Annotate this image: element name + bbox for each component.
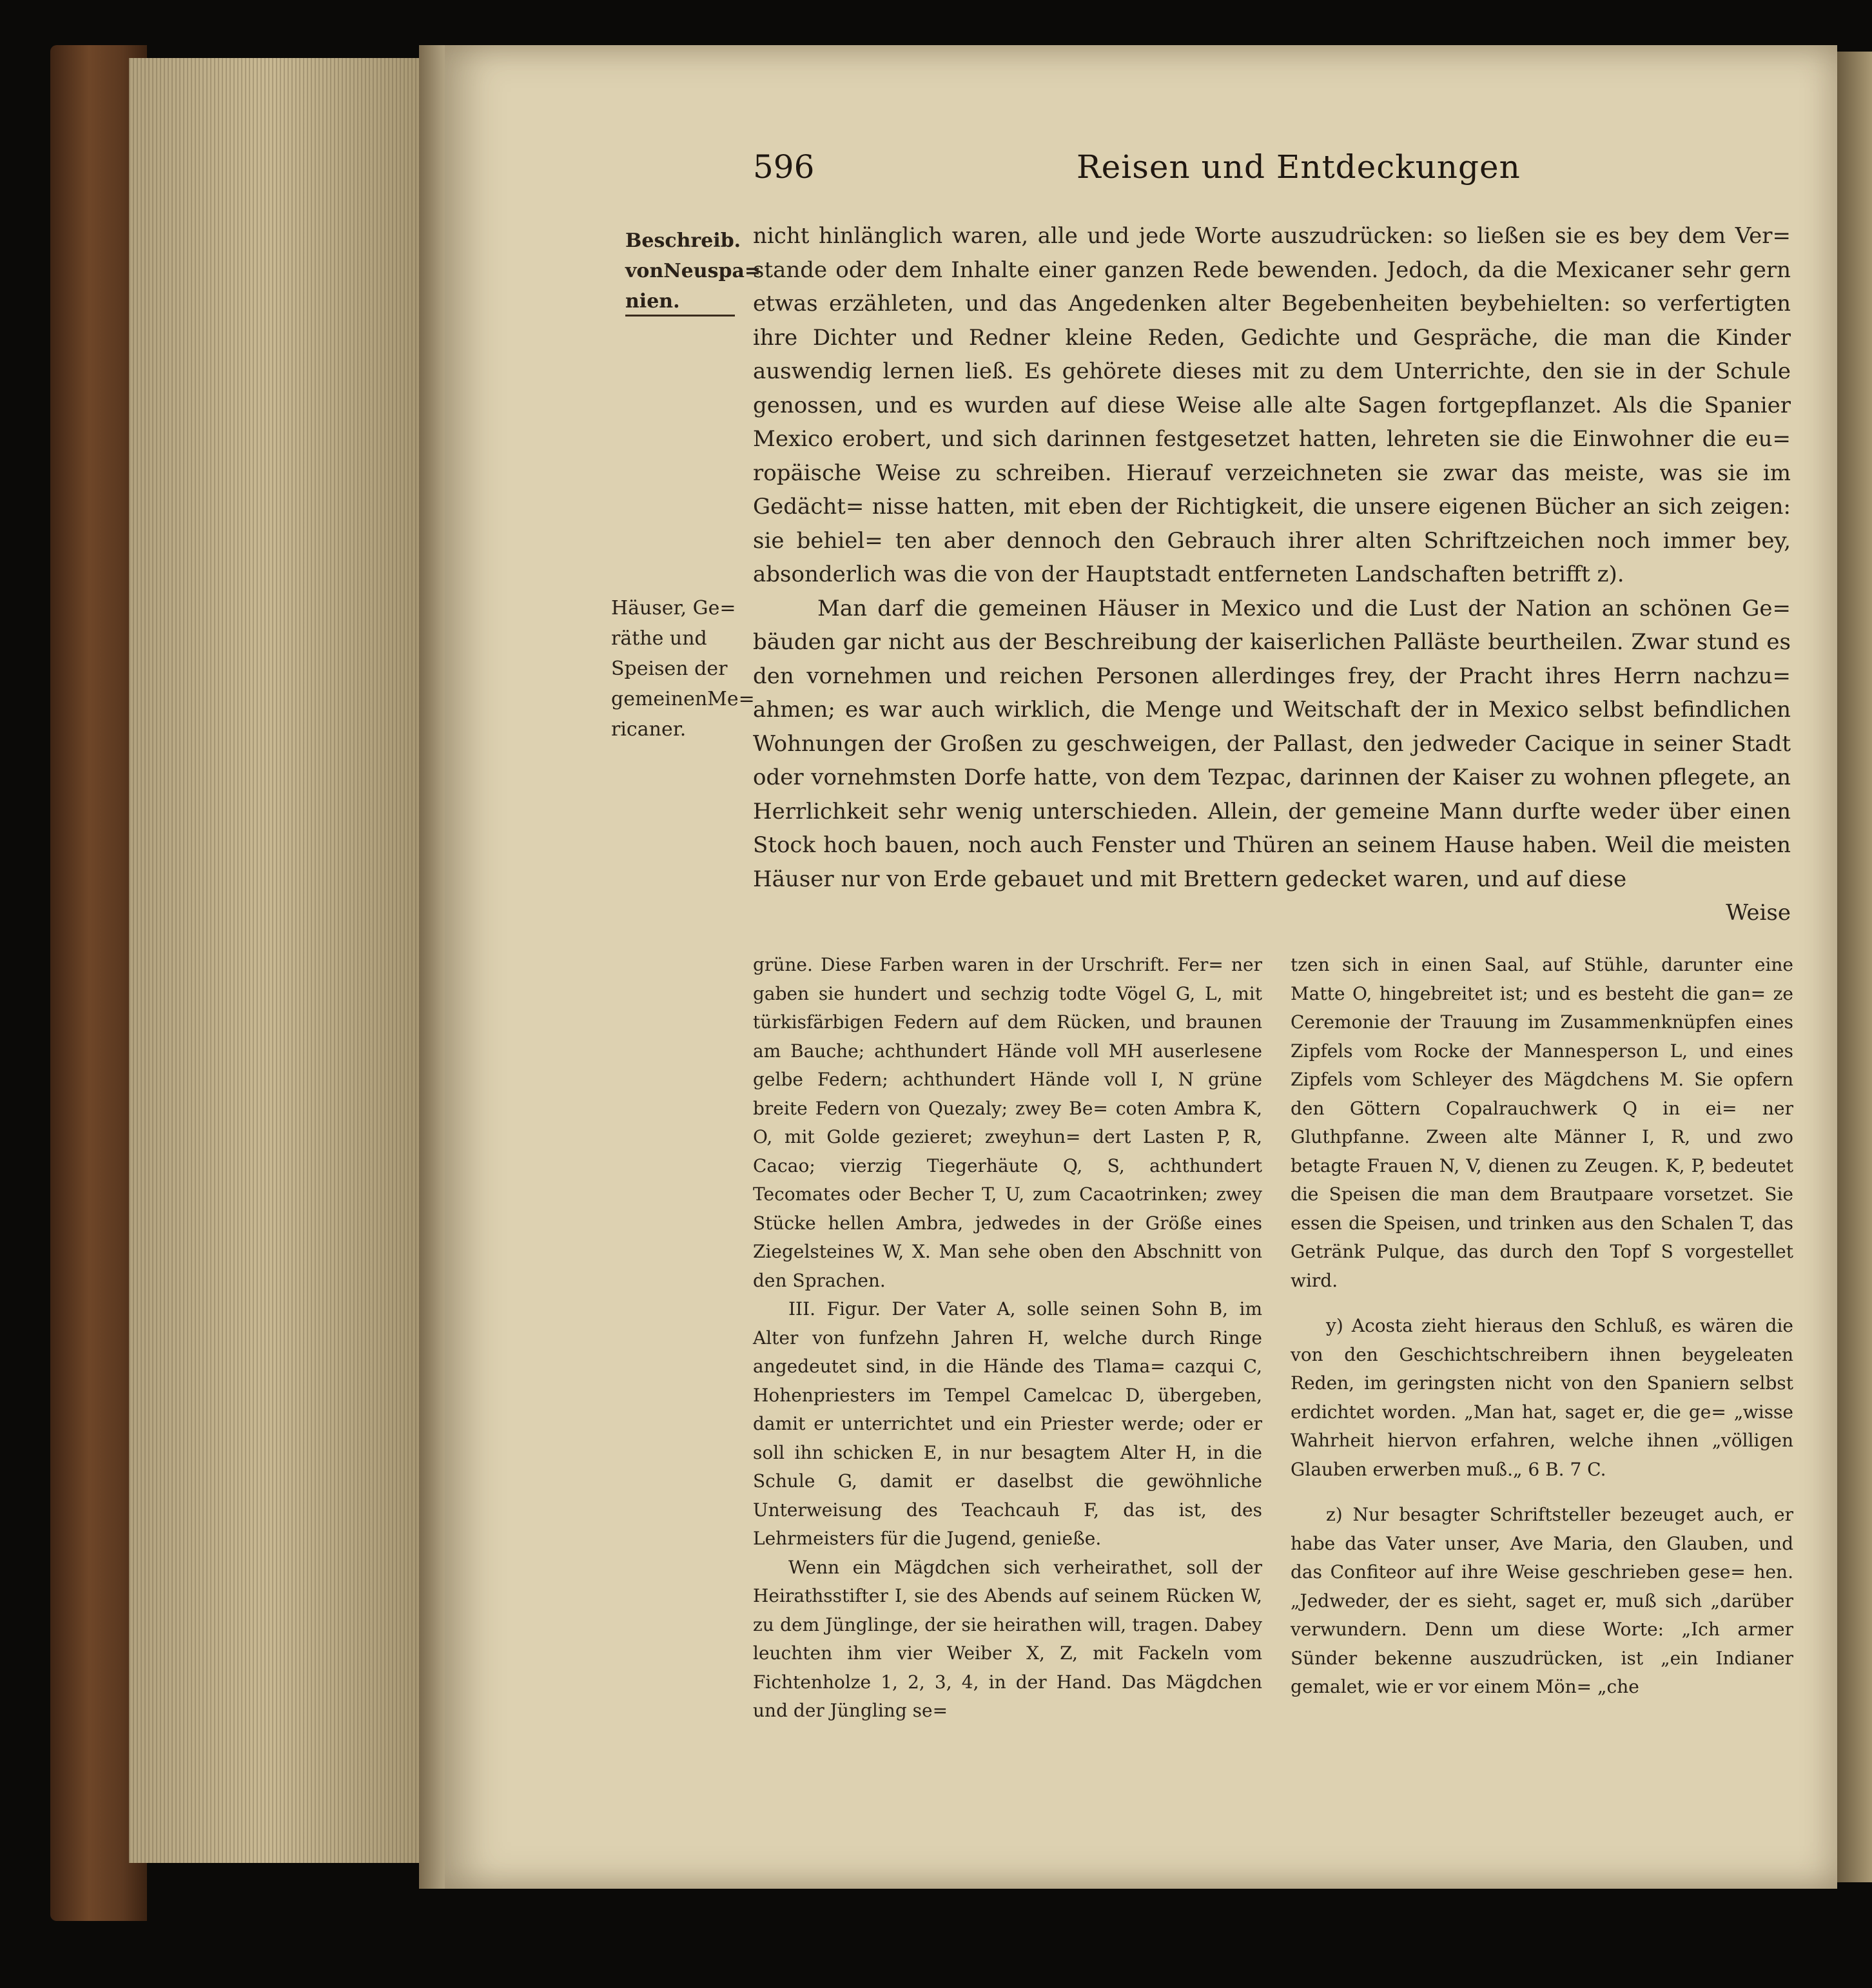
brace-divider: [625, 315, 735, 331]
page-edges: [129, 58, 438, 1863]
margin-note-line: nien.: [625, 290, 680, 313]
page-number: 596: [753, 148, 815, 186]
running-title: Reisen und Entdeckungen: [1077, 148, 1521, 186]
note-paragraph: tzen sich in einen Saal, auf Stühle, darunter eine Matte O, hingebreitet ist; und es besteht die gan= ze Ceremonie der Trauung im Zusammenknüpfen eines Zipfels vom Rocke der Mannesperson L, und eines Zipfels vom Schleyer des Mägdchens M. Sie opfern den Göttern Copalrauchwerk Q in ei= ner Gluthpfanne. Zween alte Männer I, R, und zwo betagte Frauen N, V, dienen zu Zeugen. K, P, bedeutet die Speisen die man dem Brautpaare vorsetzet. Sie essen die Speisen, und trinken aus den Schalen T, das Getränk Pulque, das durch den Topf S vorgestellet wird.: [1291, 954, 1793, 1291]
margin-note-houses: [611, 593, 755, 745]
next-page-edge: [1837, 52, 1872, 1882]
margin-note-line: räthe und: [611, 627, 707, 650]
main-paragraph: nicht hinlänglich waren, alle und jede Worte auszudrücken: so ließen sie es bey dem Ver= stande oder dem Inhalte einer ganzen Rede bewenden. Jedoch, da die Mexicaner sehr gern etwas erzähleten, und das Angedenken alter Begebenheiten beybehielten: so verfertigten ihre Dichter und Redner kleine Reden, Gedichte und Gespräche, die man die Kinder auswendig lernen ließ. Es gehörete dieses mit zu dem Unterrichte, den sie in der Schule genossen, und es wurden auf diese Weise alle alte Sagen fortgepflanzet. Als die Spanier Mexico erobert, und sich darinnen festgesetzet hatten, lehreten sie die Einwohner die eu= ropäische Weise zu schreiben. Hierauf verzeichneten sie zwar das meiste, was sie im Gedächt= nisse hatten, mit eben der Richtigkeit, die unsere eigenen Bücher an sich zeigen: sie behiel= ten aber dennoch den Gebrauch ihrer alten Schriftzeichen noch immer bey, absonderlich was die von der Hauptstadt entferneten Landschaften betrifft z).: [753, 223, 1791, 587]
margin-note-line: Speisen der: [611, 658, 728, 680]
note-paragraph: grüne. Diese Farben waren in der Urschrift. Fer= ner gaben sie hundert und sechzig todte Vögel G, L, mit türkisfärbigen Federn auf dem Rücken, und braunen am Bauche; achthundert Hände voll MH auserlesene gelbe Federn; achthundert Hände voll I, N grüne breite Federn von Quezaly; zwey Be= coten Ambra K, O, mit Golde gezieret; zweyhun= dert Lasten P, R, Cacao; vierzig Tiegerhäute Q, S, achthundert Tecomates oder Becher T, U, zum Cacaotrinken; zwey Stücke hellen Ambra, jedwedes in der Größe eines Ziegelsteines W, X. Man sehe oben den Abschnitt von den Sprachen.: [753, 954, 1262, 1291]
footnote-y: y) Acosta zieht hieraus den Schluß, es wären die von den Geschichtschreibern ihnen beygeleaten Reden, im geringsten nicht von den Spaniern selbst erdichtet worden. „Man hat, saget er, die ge= „wisse Wahrheit hiervon erfahren, welche ihnen „völligen Glauben erwerben muß.„ 6 B. 7 C.: [1291, 1315, 1793, 1480]
margin-note-description: [625, 226, 761, 317]
catchword: Weise: [1726, 900, 1791, 926]
margin-note-line: ricaner.: [611, 718, 687, 741]
margin-note-line: Beschreib.: [625, 229, 741, 252]
main-text: [753, 219, 1791, 930]
note-paragraph: III. Figur. Der Vater A, solle seinen Sohn B, im Alter von funfzehn Jahren H, welche durch Ringe angedeutet sind, in die Hände des Tlama= cazqui C, Hohenpriesters im Tempel Camelcac D, übergeben, damit er unterrichtet und ein Priester werde; oder er soll ihn schicken E, in nur besagtem Alter H, in die Schule G, damit er daselbst die gewöhnliche Unterweisung des Teachcauh F, das ist, des Lehrmeisters für die Jugend, genieße.: [753, 1298, 1262, 1549]
margin-note-line: vonNeuspa=: [625, 260, 761, 282]
margin-note-line: gemeinenMe=: [611, 688, 755, 710]
main-paragraph: Man darf die gemeinen Häuser in Mexico und die Lust der Nation an schönen Ge= bäuden gar nicht aus der Beschreibung der kaiserlichen Palläste beurtheilen. Zwar stund es den vornehmen und reichen Personen allerdinges frey, der Pracht ihres Herrn nachzu= ahmen; es war auch wirklich, die Menge und Weitschaft der in Mexico selbst befindlichen Wohnungen der Großen zu geschweigen, der Pallast, den jedweder Cacique in seiner Stadt oder vornehmsten Dorfe hatte, von dem Tezpac, darinnen der Kaiser zu wohnen pflegete, an Herrlichkeit sehr wenig unterschieden. Allein, der gemeine Mann durfte weder über einen Stock hoch bauen, noch auch Fenster und Thüren an seinem Hause haben. Weil die meisten Häuser nur von Erde gebauet und mit Brettern gedecket waren, und auf diese: [753, 595, 1791, 892]
margin-note-line: Häuser, Ge=: [611, 597, 736, 619]
note-paragraph: Wenn ein Mägdchen sich verheirathet, soll der Heirathsstifter I, sie des Abends auf seinem Rücken W, zu dem Jünglinge, der sie heirathen will, tragen. Dabey leuchten ihm vier Weiber X, Z, mit Fackeln vom Fichtenholze 1, 2, 3, 4, in der Hand. Das Mägdchen und der Jüngling se=: [753, 1556, 1262, 1721]
notes-left-column: [753, 951, 1262, 1726]
footnote-z: z) Nur besagter Schriftsteller bezeuget auch, er habe das Vater unser, Ave Maria, den Glauben, und das Confiteor auf ihre Weise geschrieben gese= hen. „Jedweder, der es sieht, saget er, muß sich „darüber verwundern. Denn um diese Worte: „Ich armer Sünder bekenne auszudrücken, ist „ein Indianer gemalet, wie er vor einem Mön= „che: [1291, 1504, 1793, 1697]
notes-right-column: [1291, 951, 1793, 1702]
